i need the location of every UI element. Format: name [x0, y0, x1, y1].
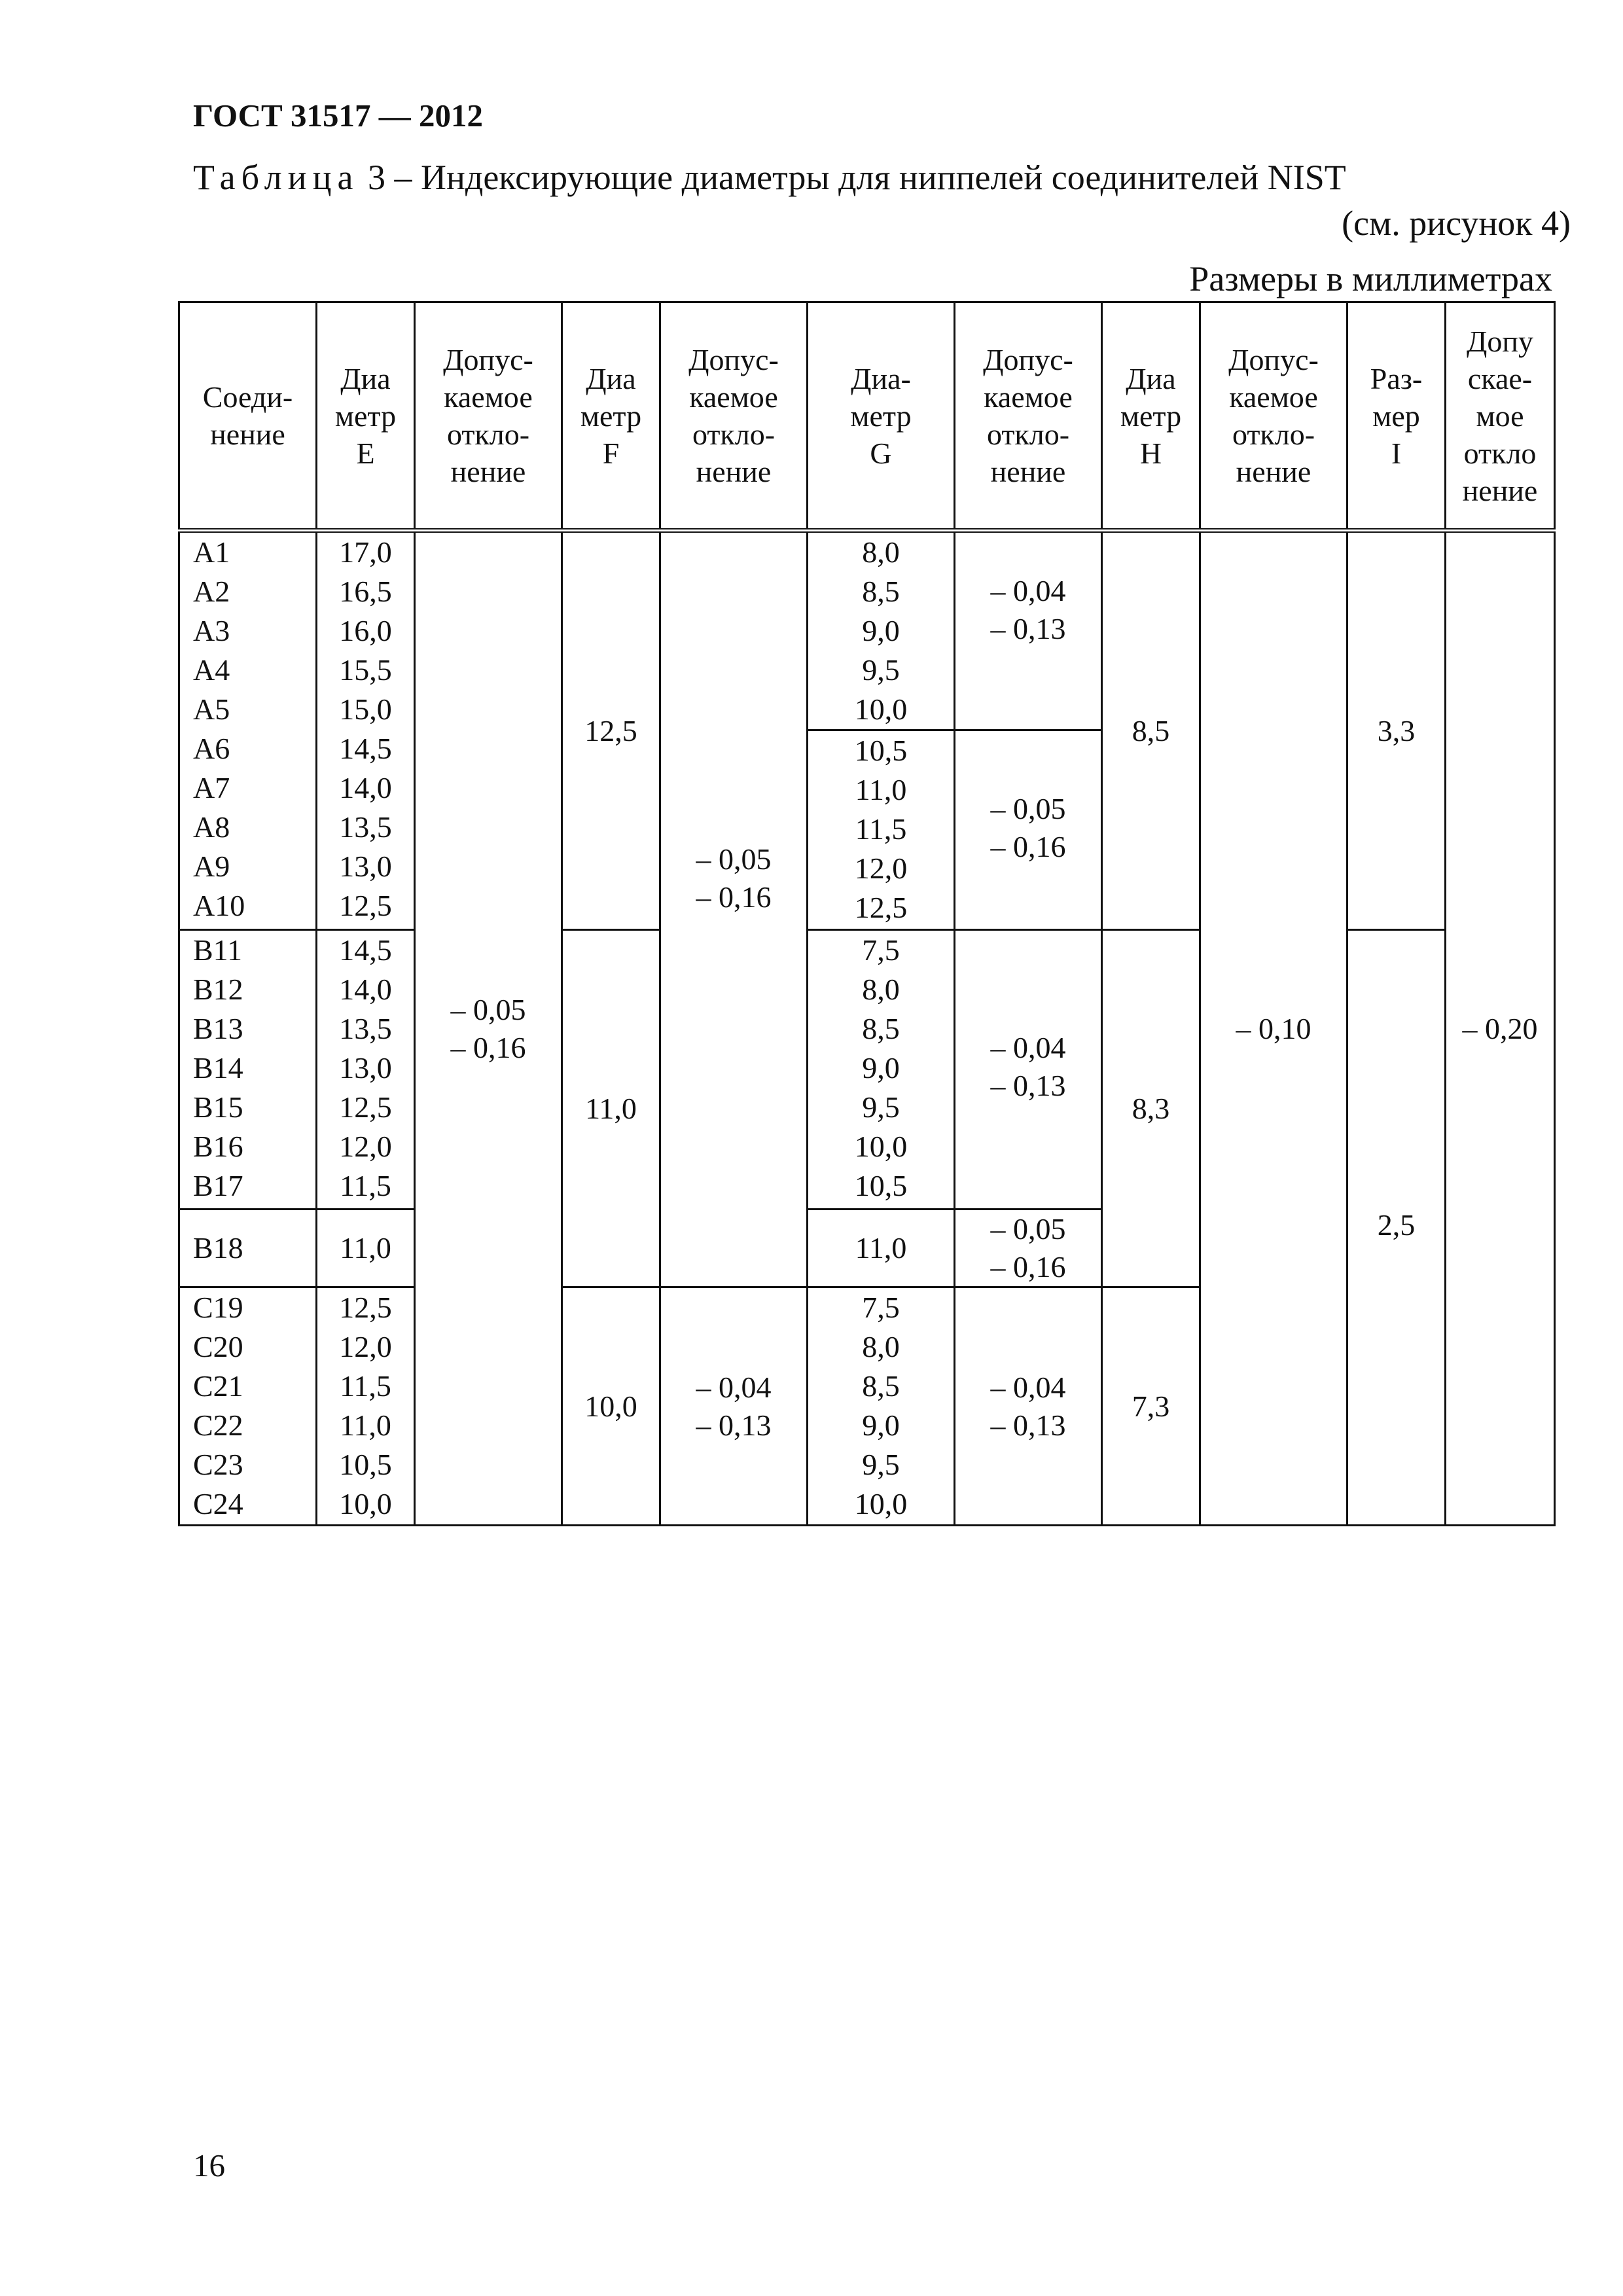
connection-list-b	[179, 930, 317, 1210]
cell-diameter-g: 8,5	[862, 1012, 900, 1045]
header-line: Диа	[586, 361, 636, 395]
header-diameter-h	[1102, 302, 1200, 531]
document-id: ГОСТ 31517 — 2012	[193, 98, 483, 134]
cell-diameter-e: 12,5	[339, 1090, 392, 1124]
tolerance-e-cell	[415, 531, 562, 1526]
tolerance-g-cell-b1	[955, 930, 1102, 1210]
diameter-g-list-a2	[808, 730, 955, 930]
diameter-f-cell-c: 10,0	[562, 1287, 660, 1526]
tolerance-f-cell-ab	[660, 531, 808, 1287]
tolerance-value: – 0,04	[990, 1031, 1066, 1064]
table-row-group-a-upper	[179, 531, 1555, 730]
cell-diameter-e: 14,0	[339, 973, 392, 1006]
cell-connection: A6	[193, 732, 230, 765]
cell-diameter-e: 14,0	[339, 771, 392, 804]
header-line: нение	[1462, 473, 1538, 507]
tolerance-value: – 0,16	[990, 830, 1066, 863]
cell-connection: B11	[193, 933, 242, 967]
cell-diameter-g: 9,5	[862, 1448, 900, 1481]
cell-diameter-g: 7,5	[862, 1291, 900, 1324]
cell-diameter-e: 11,5	[340, 1369, 391, 1403]
header-line: Допус-	[1228, 343, 1319, 376]
tolerance-value: – 0,16	[450, 1030, 526, 1064]
header-line: Допус-	[688, 343, 779, 376]
cell-diameter-g: 9,5	[862, 1090, 900, 1124]
header-line: откло-	[1232, 418, 1315, 451]
header-line: нение	[1236, 455, 1311, 488]
cell-connection: A8	[193, 810, 230, 844]
header-line: метр	[580, 399, 642, 433]
cell-connection: C22	[193, 1408, 243, 1442]
cell-diameter-e: 10,0	[339, 1487, 392, 1520]
cell-diameter-g: 9,0	[862, 614, 900, 647]
cell-diameter-g: 8,0	[862, 973, 900, 1006]
cell-connection: A4	[193, 653, 230, 687]
cell-connection: C20	[193, 1330, 243, 1363]
header-line: Диа	[340, 361, 391, 395]
cell-connection: A9	[193, 850, 230, 883]
header-size-i	[1347, 302, 1446, 531]
header-line: нение	[696, 455, 772, 488]
header-line: откло-	[446, 418, 530, 451]
caption-label: Таблица	[193, 158, 359, 197]
cell-diameter-g: 9,0	[862, 1051, 900, 1085]
cell-connection: B12	[193, 973, 243, 1006]
cell-connection: A5	[193, 692, 230, 726]
header-line: нение	[210, 418, 285, 451]
cell-connection: C24	[193, 1487, 243, 1520]
table-caption	[193, 157, 1346, 198]
cell-diameter-e: 13,0	[339, 1051, 392, 1085]
tolerance-g-cell-b18	[955, 1210, 1102, 1287]
page-number: 16	[193, 2147, 225, 2183]
header-line: Допус-	[983, 343, 1073, 376]
header-line: каемое	[984, 380, 1073, 414]
connection-list-c	[179, 1287, 317, 1526]
cell-diameter-e: 14,5	[339, 732, 392, 765]
header-line: откло-	[986, 418, 1070, 451]
tolerance-value: – 0,04	[990, 574, 1066, 607]
header-line: F	[602, 436, 620, 470]
cell-diameter-g: 10,5	[854, 734, 908, 767]
header-line: Диа	[1126, 361, 1176, 395]
header-diameter-e	[317, 302, 415, 531]
cell-diameter-g-b18: 11,0	[808, 1210, 955, 1287]
tolerance-value: – 0,13	[990, 1408, 1066, 1442]
header-line: скае-	[1467, 361, 1533, 395]
header-line: Допу	[1467, 324, 1533, 358]
diameter-e-list-b	[317, 930, 415, 1210]
tolerance-value: – 0,13	[696, 1408, 772, 1442]
diameter-g-list-b1	[808, 930, 955, 1210]
cell-diameter-g: 12,5	[854, 891, 908, 924]
diameter-f-cell-b: 11,0	[562, 930, 660, 1287]
tolerance-h-cell: – 0,10	[1200, 531, 1347, 1526]
tolerance-value: – 0,05	[990, 1212, 1066, 1246]
header-line: Диа-	[851, 361, 911, 395]
header-diameter-g	[808, 302, 955, 531]
cell-diameter-e: 13,0	[339, 850, 392, 883]
cell-connection: A7	[193, 771, 230, 804]
header-line: E	[356, 436, 375, 470]
diameter-h-cell-b: 8,3	[1102, 930, 1200, 1287]
cell-diameter-g: 7,5	[862, 933, 900, 967]
cell-diameter-e: 15,5	[339, 653, 392, 687]
cell-connection: B14	[193, 1051, 243, 1085]
header-tolerance-h	[1200, 302, 1347, 531]
cell-diameter-e-b18: 11,0	[317, 1210, 415, 1287]
cell-diameter-e: 11,5	[340, 1169, 391, 1202]
cell-diameter-g: 12,0	[854, 852, 908, 885]
diameter-e-list-c	[317, 1287, 415, 1526]
cell-connection: C19	[193, 1291, 243, 1324]
tolerance-value: – 0,13	[990, 1069, 1066, 1102]
cell-diameter-g: 10,0	[854, 1130, 908, 1163]
header-line: откло-	[692, 418, 776, 451]
cell-diameter-g: 10,5	[854, 1169, 908, 1202]
tolerance-f-wrap	[661, 840, 806, 1286]
cell-diameter-g: 11,5	[855, 812, 907, 846]
header-tolerance-g	[955, 302, 1102, 531]
diameter-f-cell-a: 12,5	[562, 531, 660, 930]
tolerance-value: – 0,16	[990, 1250, 1066, 1283]
size-i-cell-b: 2,5	[1347, 930, 1446, 1526]
header-line: метр	[334, 399, 397, 433]
tolerance-g-cell-c	[955, 1287, 1102, 1526]
cell-diameter-g: 10,0	[854, 692, 908, 726]
cell-diameter-e: 11,0	[340, 1408, 391, 1442]
cell-diameter-g: 8,0	[862, 535, 900, 569]
header-tolerance-f	[660, 302, 808, 531]
header-line: метр	[850, 399, 912, 433]
cell-diameter-e: 12,5	[339, 889, 392, 922]
cell-connection: C21	[193, 1369, 243, 1403]
cell-connection: B13	[193, 1012, 243, 1045]
cell-diameter-g: 9,0	[862, 1408, 900, 1442]
cell-connection: B17	[193, 1169, 243, 1202]
cell-connection: A1	[193, 535, 230, 569]
table-header-row	[179, 302, 1555, 531]
header-line: нение	[450, 455, 526, 488]
header-line: откло	[1463, 436, 1537, 470]
cell-diameter-e: 16,0	[339, 614, 392, 647]
tolerance-value: – 0,05	[696, 842, 772, 876]
cell-diameter-g: 8,5	[862, 575, 900, 608]
diameter-h-cell-c: 7,3	[1102, 1287, 1200, 1526]
cell-diameter-e: 12,0	[339, 1130, 392, 1163]
cell-diameter-e: 17,0	[339, 535, 392, 569]
header-tolerance-e	[415, 302, 562, 531]
table-row-group-b-upper	[179, 930, 1555, 1210]
caption-number: 3	[367, 158, 385, 197]
cell-diameter-g: 8,0	[862, 1330, 900, 1363]
cell-connection: A3	[193, 614, 230, 647]
tolerance-value: – 0,16	[696, 880, 772, 914]
cell-diameter-g: 8,5	[862, 1369, 900, 1403]
header-line: каемое	[1229, 380, 1318, 414]
header-line: нение	[990, 455, 1066, 488]
cell-diameter-e: 14,5	[339, 933, 392, 967]
diameter-g-list-c	[808, 1287, 955, 1526]
header-line: Раз-	[1370, 361, 1423, 395]
tolerance-value: – 0,04	[696, 1370, 772, 1404]
cell-connection: B16	[193, 1130, 243, 1163]
cell-connection: A2	[193, 575, 230, 608]
tolerance-value: – 0,13	[990, 612, 1066, 645]
size-i-cell-a: 3,3	[1347, 531, 1446, 930]
cell-connection: A10	[193, 889, 245, 922]
cell-diameter-e: 13,5	[339, 1012, 392, 1045]
tolerance-value: – 0,05	[450, 992, 526, 1026]
header-line: каемое	[689, 380, 778, 414]
nist-diameter-table	[178, 301, 1556, 1526]
tolerance-value: – 0,04	[990, 1370, 1066, 1404]
header-line: мер	[1372, 399, 1420, 433]
header-line: каемое	[444, 380, 533, 414]
header-line: G	[870, 436, 892, 470]
cell-diameter-e: 15,0	[339, 692, 392, 726]
header-line: Соеди-	[202, 380, 293, 414]
tolerance-f-cell-c	[660, 1287, 808, 1526]
caption-reference-text: (см. рисунок 4)	[1342, 204, 1571, 243]
header-line: метр	[1120, 399, 1182, 433]
cell-diameter-g: 11,0	[855, 773, 907, 806]
tolerance-g-cell-a1	[955, 531, 1102, 730]
cell-diameter-g: 10,0	[854, 1487, 908, 1520]
caption-title: – Индексирующие диаметры для ниппелей соединителей NIST	[394, 158, 1346, 197]
cell-diameter-g: 9,5	[862, 653, 900, 687]
connection-list-a	[179, 531, 317, 930]
diameter-e-list-a	[317, 531, 415, 930]
diameter-h-cell-a: 8,5	[1102, 531, 1200, 930]
header-diameter-f	[562, 302, 660, 531]
caption-reference	[0, 203, 1571, 243]
cell-connection: B15	[193, 1090, 243, 1124]
tolerance-i-cell: – 0,20	[1446, 531, 1555, 1526]
header-line: Допус-	[443, 343, 533, 376]
header-connection	[179, 302, 317, 531]
cell-connection: C23	[193, 1448, 243, 1481]
header-line: H	[1139, 436, 1162, 470]
cell-diameter-e: 12,0	[339, 1330, 392, 1363]
cell-diameter-e: 16,5	[339, 575, 392, 608]
cell-diameter-e: 13,5	[339, 810, 392, 844]
tolerance-value: – 0,05	[990, 792, 1066, 825]
header-line: мое	[1476, 399, 1524, 433]
cell-diameter-e: 10,5	[339, 1448, 392, 1481]
tolerance-g-cell-a2	[955, 730, 1102, 930]
header-tolerance-i	[1446, 302, 1555, 531]
cell-diameter-e: 12,5	[339, 1291, 392, 1324]
header-line: I	[1391, 436, 1402, 470]
diameter-g-list-a1	[808, 531, 955, 730]
units-note: Размеры в миллиметрах	[1189, 259, 1552, 298]
cell-connection-b18: B18	[179, 1210, 317, 1287]
